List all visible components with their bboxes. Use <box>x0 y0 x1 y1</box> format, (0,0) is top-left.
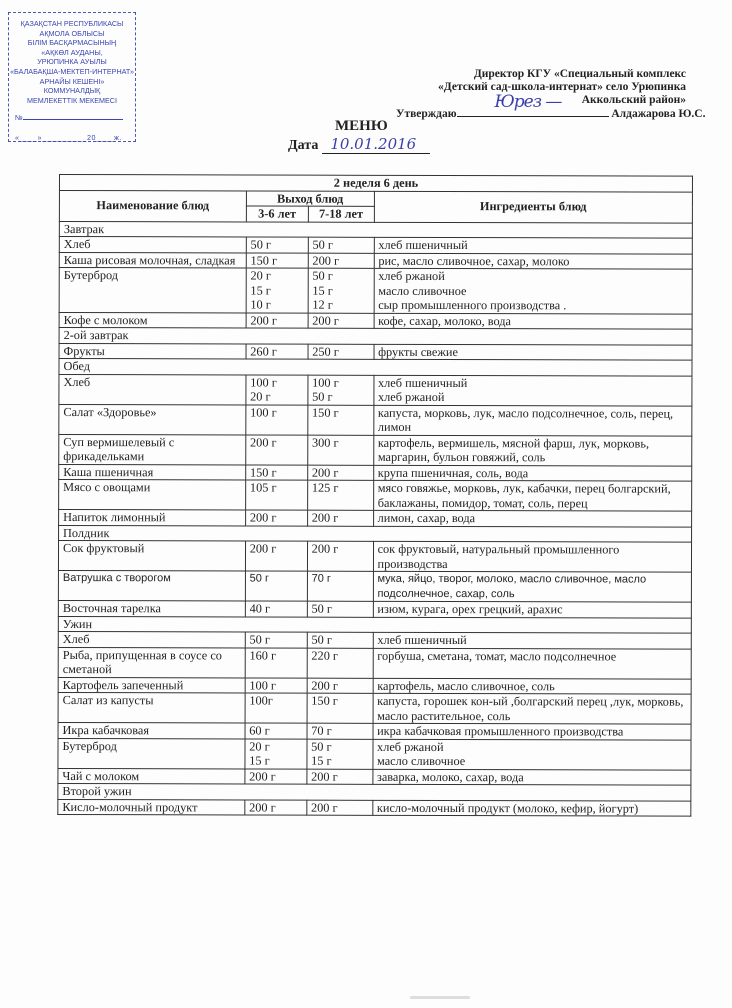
ingredients-line: заварка, молоко, сахар, вода <box>376 769 524 784</box>
table-row <box>59 434 692 466</box>
dish-name: Каша пшеничная <box>59 464 246 480</box>
dish-name: Хлеб <box>58 631 245 647</box>
section-title: Второй ужин <box>58 783 691 800</box>
page-title: МЕНЮ <box>335 118 388 134</box>
ingredients <box>373 510 691 526</box>
approval-block <box>438 68 686 107</box>
ingredients <box>373 601 691 617</box>
output-3-6 <box>245 464 307 480</box>
table-row <box>58 692 691 724</box>
output-7-18-line: 200 г <box>310 800 338 815</box>
output-7-18-line: 15 г <box>312 283 333 298</box>
section-header-row <box>59 359 692 376</box>
ingredients-line: мука, яйцо, творог, молоко, масло сливочное, масло подсолнечное, сахар, соль <box>377 572 647 600</box>
output-7-18-line: 50 г <box>311 739 332 754</box>
ingredients-line: хлеб пшеничный <box>377 632 467 648</box>
output-3-6-line: 20 г <box>250 389 271 404</box>
output-7-18-line: 200 г <box>311 678 338 693</box>
output-3-6 <box>246 343 308 359</box>
stamp-line: АҚМОЛА ОБЛЫСЫ <box>39 28 105 38</box>
ingredients-line: хлеб пшеничный <box>377 375 468 390</box>
header-dish: Наименование блюд <box>59 190 246 221</box>
output-7-18-line: 200 г <box>312 313 339 328</box>
ingredients-line: капуста, горошек кон-ый ,болгарский перец ,лук, морковь, масло растительное, соль <box>377 693 684 723</box>
output-3-6 <box>245 434 307 464</box>
ingredients-line: масло сливочное <box>377 753 466 769</box>
table-row <box>59 464 692 481</box>
output-3-6 <box>245 723 307 739</box>
output-3-6 <box>245 632 307 648</box>
header-output: Выход блюд <box>246 190 374 206</box>
output-3-6 <box>246 268 308 313</box>
output-3-6-line: 15 г <box>249 753 270 768</box>
menu-table <box>57 174 693 817</box>
ingredients-line: хлеб ржаной <box>377 389 445 405</box>
approval-line-3: Аккольский район» <box>581 94 686 106</box>
output-7-18 <box>308 237 374 253</box>
output-7-18 <box>307 739 373 769</box>
output-7-18-line: 150 г <box>312 405 339 420</box>
ingredients-line: фрукты свежие <box>378 344 458 359</box>
ingredients-line: рис, масло сливочное, сахар, молоко <box>378 253 570 268</box>
header-age-7-18: 7-18 лет <box>308 206 374 222</box>
dish-name: Хлеб <box>59 237 246 253</box>
dish-name: Напиток лимонный <box>59 510 246 526</box>
table-row <box>58 738 691 770</box>
output-3-6-line: 40 г <box>249 601 271 616</box>
dish-name: Фрукты <box>59 343 246 359</box>
output-3-6 <box>245 693 307 723</box>
output-7-18 <box>308 344 374 360</box>
output-3-6 <box>246 252 308 268</box>
stamp-line: АРНАЙЫ КЕШЕНІ» <box>39 76 105 86</box>
table-row <box>59 343 692 360</box>
dish-name: Суп вермишелевый с фрикадельками <box>59 434 246 464</box>
output-3-6 <box>246 312 308 328</box>
dish-name: Кисло-молочный продукт <box>58 799 245 815</box>
section-title: Ужин <box>58 616 691 633</box>
stamp-date: «____»__________20____ж. <box>15 132 122 142</box>
output-3-6-line: 105 г <box>249 480 277 495</box>
output-3-6-line: 100 г <box>250 405 277 420</box>
output-3-6-line: 10 г <box>250 297 271 312</box>
output-7-18 <box>307 405 373 435</box>
ingredients <box>373 405 692 436</box>
dish-name: Кофе с молоком <box>59 312 246 328</box>
ingredients <box>373 739 692 770</box>
output-7-18 <box>308 313 374 329</box>
output-3-6 <box>245 799 307 815</box>
output-7-18-line: 70 г <box>311 572 331 585</box>
dish-name: Восточная тарелка <box>58 600 245 616</box>
ingredients-line: икра кабачковая промышленного производства <box>377 723 624 739</box>
table-row <box>58 768 691 785</box>
table-row <box>58 799 691 816</box>
stamp-line: УРЮПИНКА АУЫЛЫ <box>37 57 107 67</box>
dish-name: Хлеб <box>59 374 246 404</box>
table-row <box>59 404 692 436</box>
table-row <box>58 541 691 573</box>
ingredients <box>373 480 692 511</box>
table-row <box>59 312 692 329</box>
output-7-18 <box>306 800 372 816</box>
ingredients-line: хлеб ржаной <box>377 739 444 754</box>
ingredients <box>372 800 690 816</box>
output-3-6-line: 50 г <box>249 572 270 585</box>
table-row <box>58 631 691 648</box>
menu-body <box>58 221 693 816</box>
ingredients-line: сыр промышленного производства . <box>378 297 567 313</box>
section-header-row <box>58 783 691 800</box>
output-7-18-line: 200 г <box>312 253 340 268</box>
ingredients <box>373 541 692 572</box>
ingredients <box>373 571 692 602</box>
output-3-6-line: 60 г <box>249 723 270 738</box>
ingredients <box>373 375 692 406</box>
output-7-18 <box>307 510 373 526</box>
dish-name: Чай с молоком <box>58 768 245 784</box>
output-7-18-line: 200 г <box>311 465 339 480</box>
ingredients <box>374 237 692 253</box>
output-7-18-line: 220 г <box>311 648 339 663</box>
output-3-6 <box>245 480 307 510</box>
date-row <box>288 135 430 154</box>
table-row <box>59 268 692 314</box>
dish-name: Каша рисовая молочная, сладкая <box>59 252 246 268</box>
output-7-18-line: 200 г <box>311 769 338 784</box>
output-7-18 <box>307 480 373 510</box>
dish-name: Салат «Здоровье» <box>59 404 246 434</box>
output-7-18-line: 200 г <box>311 510 339 525</box>
ingredients-line: кисло-молочный продукт (молоко, кефир, йогурт) <box>376 800 639 816</box>
table-row <box>59 510 692 527</box>
output-3-6-line: 200 г <box>250 313 277 328</box>
output-3-6-line: 150 г <box>250 253 278 268</box>
dish-name: Бутерброд <box>59 268 246 313</box>
output-7-18 <box>307 435 373 465</box>
output-3-6-line: 100г <box>249 693 273 708</box>
ingredients <box>374 253 692 269</box>
ingredients <box>373 648 692 679</box>
output-3-6-line: 200 г <box>249 541 277 556</box>
output-3-6 <box>245 768 307 784</box>
output-7-18 <box>308 375 374 405</box>
output-3-6 <box>245 601 307 617</box>
output-7-18-line: 250 г <box>312 344 339 359</box>
table-row <box>59 480 692 512</box>
section-header-row <box>58 616 691 633</box>
stamp-line: «АҚКӨЛ АУДАНЫ, <box>41 47 103 57</box>
signer-name: Алдажарова Ю.С. <box>611 108 706 120</box>
output-7-18-line: 50 г <box>311 632 332 647</box>
output-7-18-line: 50 г <box>311 601 332 616</box>
output-3-6-line: 50 г <box>249 632 270 647</box>
section-header-row <box>59 328 692 345</box>
output-7-18-line: 50 г <box>312 237 333 252</box>
section-title: Обед <box>59 359 692 376</box>
signature-handwriting: Юрез — <box>494 92 562 112</box>
table-row <box>58 570 691 602</box>
output-3-6-line: 200 г <box>249 510 277 525</box>
output-7-18-line: 150 г <box>311 693 338 708</box>
output-7-18 <box>307 571 373 601</box>
table-row <box>59 252 692 269</box>
stamp-line: МЕМЛЕКЕТТІК МЕКЕМЕСІ <box>27 95 117 105</box>
output-3-6 <box>245 677 307 693</box>
signature <box>457 92 609 117</box>
output-3-6-line: 150 г <box>249 465 277 480</box>
output-3-6-line: 100 г <box>249 678 277 693</box>
output-3-6-line: 200 г <box>249 799 276 815</box>
approval-line-2: «Детский сад-школа-интернат» село Урюпинка <box>438 81 686 93</box>
official-stamp <box>8 12 136 142</box>
output-7-18-line: 100 г <box>312 375 339 390</box>
table-row <box>58 647 691 679</box>
ingredients-line: крупа пшеничная, соль, вода <box>377 465 529 480</box>
output-3-6 <box>245 541 307 571</box>
ingredients <box>374 344 692 360</box>
output-7-18-line: 300 г <box>311 435 339 450</box>
ingredients-line: хлеб пшеничный <box>378 237 468 253</box>
ingredients-line: кофе, сахар, молоко, вода <box>378 313 512 328</box>
output-7-18 <box>307 632 373 648</box>
date-label: Дата <box>288 138 319 153</box>
ingredients <box>373 678 691 694</box>
dish-name: Рыба, припущенная в соусе со сметаной <box>58 647 245 677</box>
stamp-line: БІЛІМ БАСҚАРМАСЫНЫҢ <box>27 38 117 48</box>
ingredients-line: изюм, курага, орех грецкий, арахис <box>377 601 563 617</box>
output-3-6-line: 160 г <box>249 648 277 663</box>
approve-label: Утверждаю <box>396 108 457 120</box>
output-7-18-line: 200 г <box>311 541 339 556</box>
output-3-6-line: 200 г <box>249 768 276 784</box>
output-7-18-line: 50 г <box>312 389 333 404</box>
ingredients-line: картофель, масло сливочное, соль <box>377 678 555 693</box>
output-7-18 <box>307 693 373 723</box>
output-3-6 <box>246 374 308 404</box>
ingredients <box>372 769 690 785</box>
table-row <box>58 677 691 694</box>
section-header-row <box>59 221 692 238</box>
output-3-6 <box>246 237 308 253</box>
output-3-6 <box>245 738 307 768</box>
output-3-6 <box>245 647 307 677</box>
output-7-18 <box>307 648 373 678</box>
section-title: Полдник <box>59 525 692 542</box>
ingredients <box>374 268 693 313</box>
ingredients-line: сок фруктовый, натуральный промышленного производства <box>377 541 620 571</box>
dish-name: Салат из капусты <box>58 692 245 722</box>
stamp-line: ҚАЗАҚСТАН РЕСПУБЛИКАСЫ <box>20 19 124 28</box>
output-3-6-line: 200 г <box>250 435 277 450</box>
ingredients-line: хлеб ржаной <box>378 268 445 284</box>
scan-mark <box>410 996 470 999</box>
dish-name: Сок фруктовый <box>58 541 245 571</box>
dish-name: Картофель запеченный <box>58 677 245 693</box>
ingredients <box>373 693 692 724</box>
output-3-6-line: 20 г <box>249 739 270 754</box>
table-row <box>59 237 692 254</box>
section-title: Завтрак <box>59 221 692 238</box>
dish-name: Икра кабачковая <box>58 722 245 738</box>
output-7-18 <box>307 541 373 571</box>
dish-name: Бутерброд <box>58 738 245 768</box>
ingredients <box>373 632 691 648</box>
header-ingredients: Ингредиенты блюд <box>374 191 693 223</box>
output-3-6-line: 50 г <box>250 237 272 252</box>
stamp-line: «БАЛАБАҚША-МЕКТЕП-ИНТЕРНАТ» <box>10 66 134 76</box>
table-row <box>59 374 692 406</box>
output-7-18 <box>307 769 373 785</box>
ingredients-line: капуста, морковь, лук, масло подсолнечное, соль, перец, лимон <box>377 405 674 434</box>
section-header-row <box>59 525 692 542</box>
output-7-18-line: 15 г <box>311 753 332 768</box>
ingredients-line: мясо говяжье, морковь, лук, кабачки, перец болгарский, баклажаны, помидор, томат, соль, перец <box>377 480 671 510</box>
date-value: 10.01.2016 <box>322 135 430 154</box>
output-7-18-line: 125 г <box>311 480 339 495</box>
output-7-18-line: 70 г <box>311 723 332 738</box>
ingredients-line: горбуша, сметана, томат, масло подсолнечное <box>377 648 617 663</box>
table-row <box>58 600 691 617</box>
dish-name: Ватрушка с творогом <box>58 570 245 600</box>
output-3-6-line: 20 г <box>250 268 271 283</box>
stamp-number: № <box>9 113 135 123</box>
output-3-6 <box>246 404 308 434</box>
ingredients <box>373 465 691 481</box>
output-7-18 <box>307 678 373 694</box>
output-7-18 <box>307 601 373 617</box>
ingredients <box>373 723 691 739</box>
table-caption: 2 неделя 6 день <box>59 175 692 192</box>
ingredients-line: картофель, вермишель, мясной фарш, лук, морковь, маргарин, бульон говяжий, соль <box>377 435 650 465</box>
stamp-line: КОММУНАЛДЫҚ <box>43 86 101 96</box>
table-row <box>58 722 691 739</box>
dish-name: Мясо с овощами <box>59 480 246 510</box>
output-3-6 <box>245 571 307 601</box>
ingredients-line: масло сливочное <box>378 283 467 298</box>
output-7-18-line: 50 г <box>312 268 333 283</box>
output-3-6-line: 100 г <box>250 375 277 390</box>
approval-line-1: Директор КГУ «Специальный комплекс <box>473 68 686 80</box>
output-7-18 <box>307 465 373 481</box>
ingredients <box>373 435 692 466</box>
output-3-6 <box>245 510 307 526</box>
output-3-6-line: 260 г <box>250 344 277 359</box>
output-7-18-line: 12 г <box>312 297 333 312</box>
ingredients-line: лимон, сахар, вода <box>377 510 476 526</box>
output-7-18 <box>307 723 373 739</box>
output-7-18 <box>308 268 374 313</box>
ingredients <box>374 313 692 329</box>
section-title: 2-ой завтрак <box>59 328 692 345</box>
output-7-18 <box>308 253 374 269</box>
header-age-3-6: 3-6 лет <box>246 206 308 222</box>
output-3-6-line: 15 г <box>250 283 271 298</box>
